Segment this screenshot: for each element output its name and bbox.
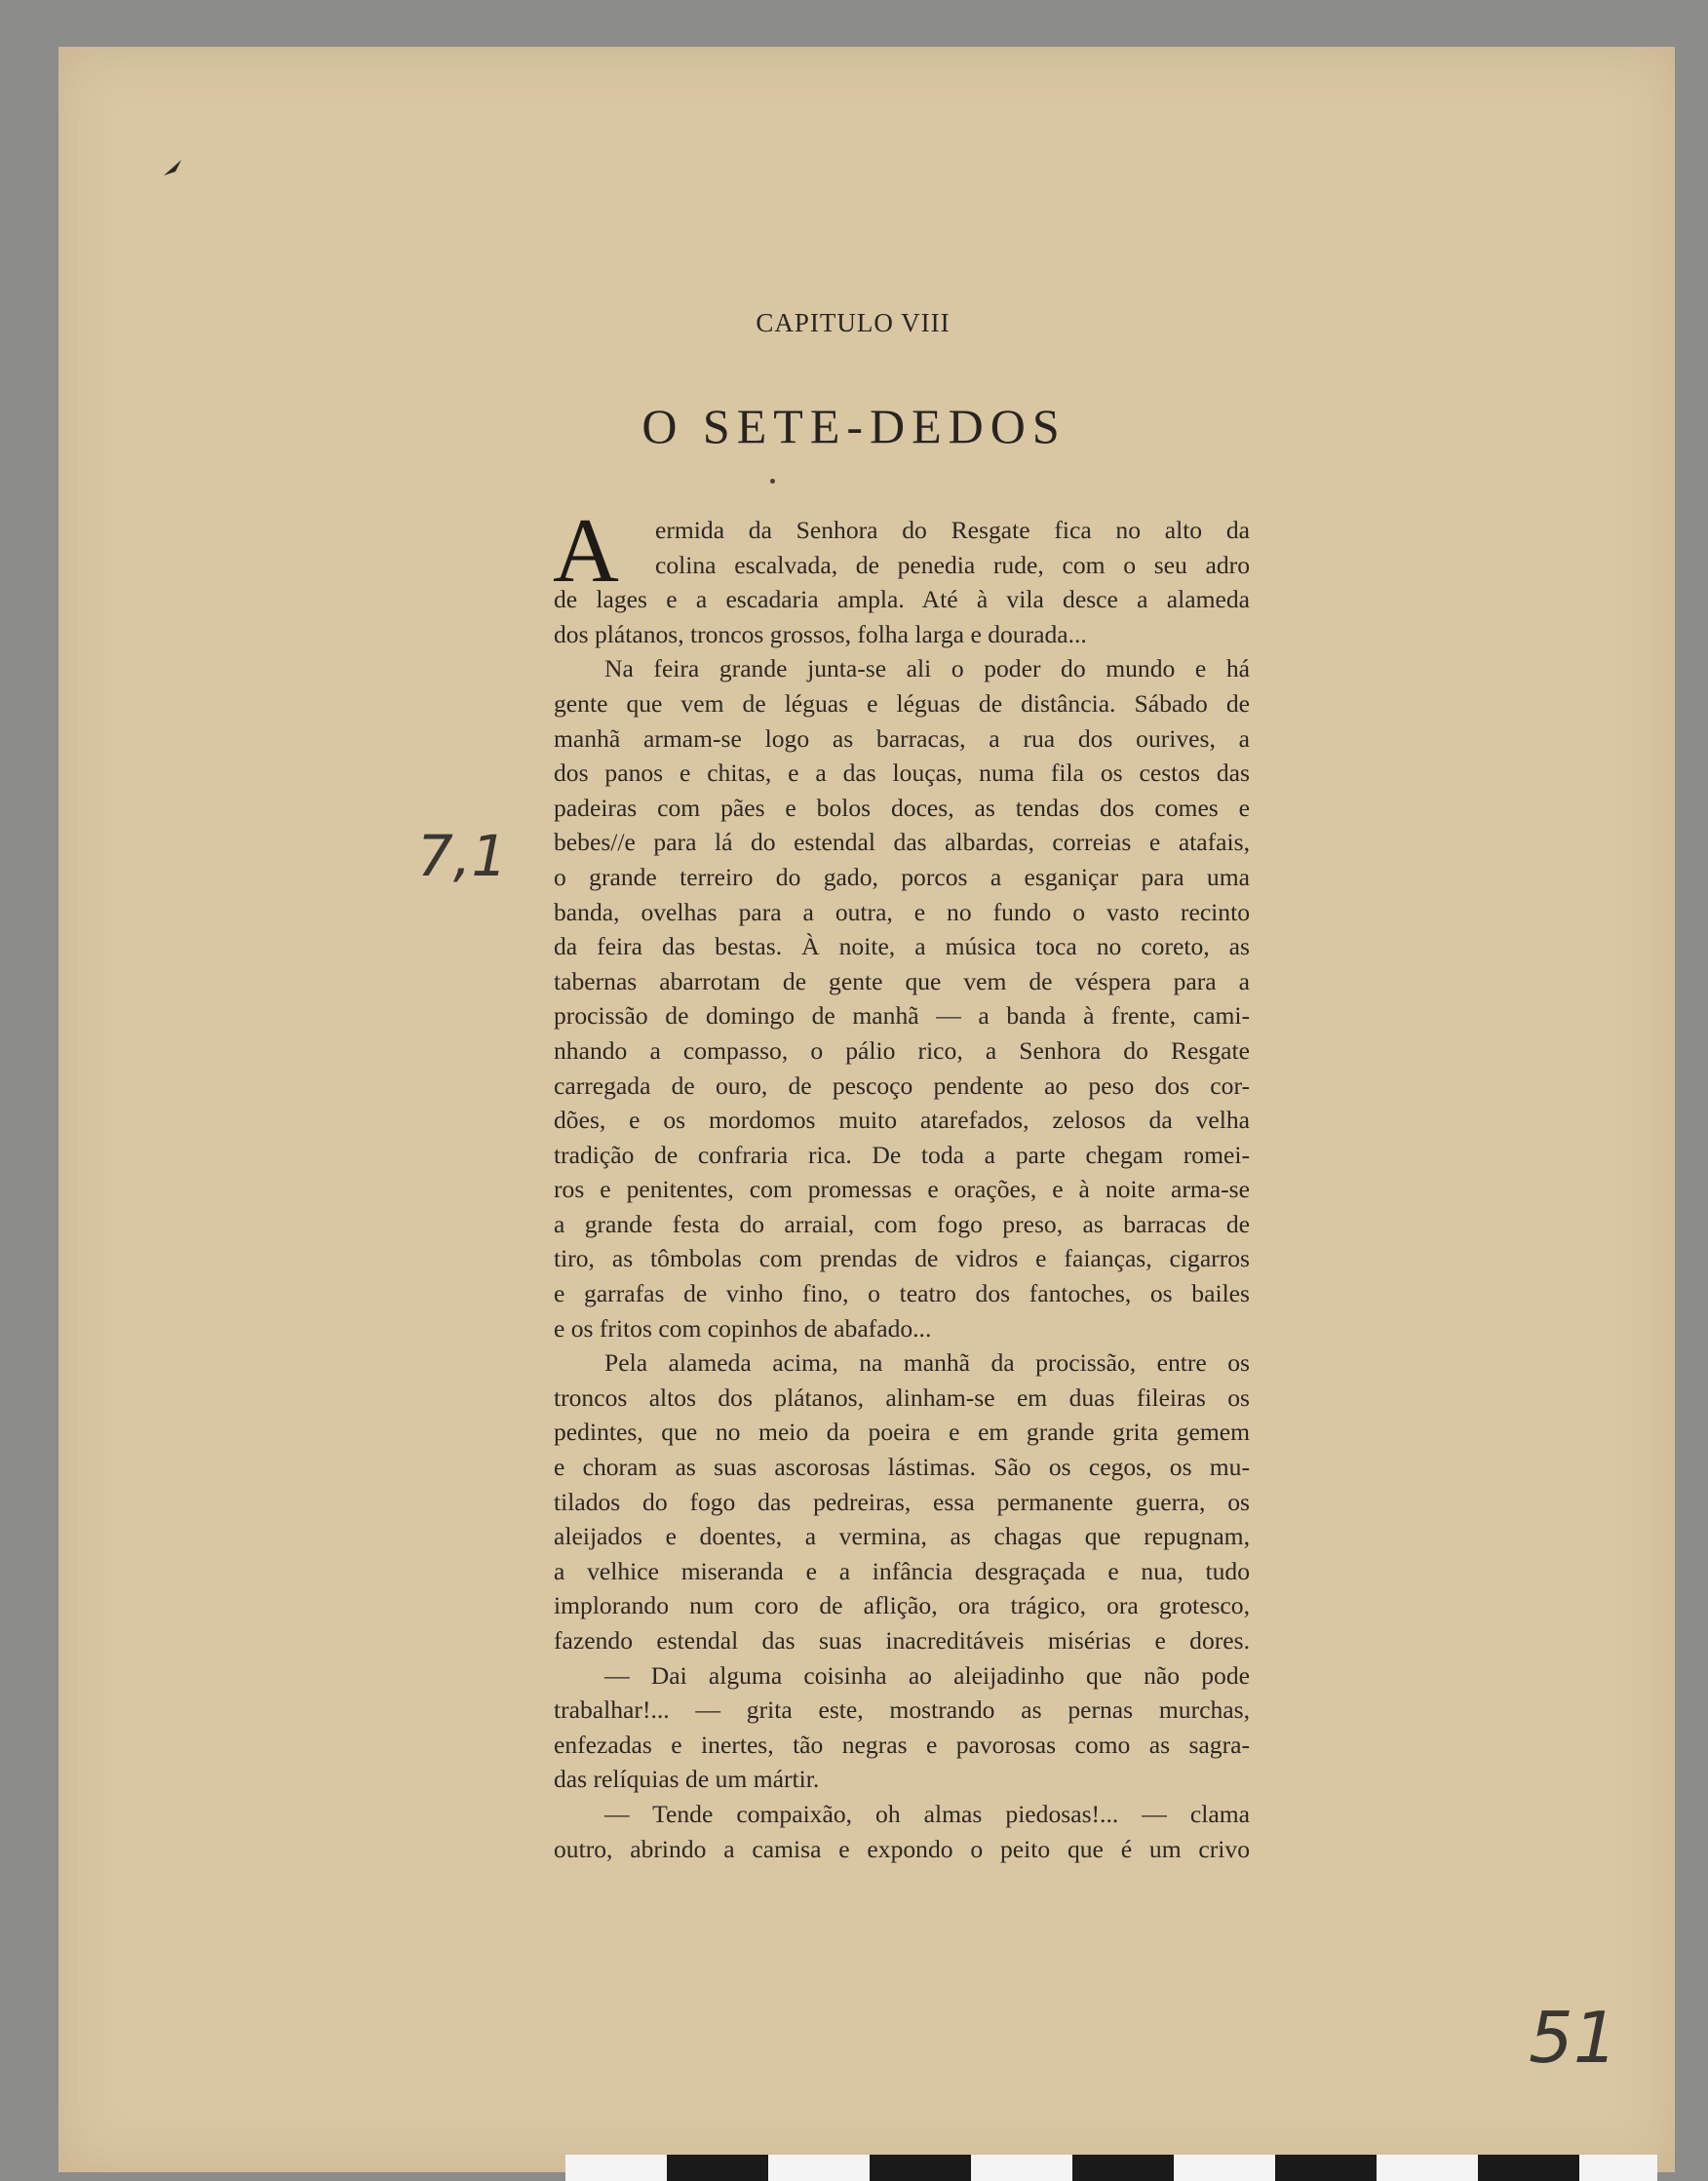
text-line: dos plátanos, troncos grossos, folha larga e dourada... — [554, 619, 1087, 648]
text-line: o grande terreiro do gado, porcos a esganiçar para uma — [554, 862, 1250, 891]
text-line: manhã armam-se logo as barracas, a rua dos ourives, a — [554, 723, 1250, 753]
text-line: tradição de confraria rica. De toda a parte chegam romei- — [554, 1140, 1250, 1169]
text-line: padeiras com pães e bolos doces, as tendas dos comes e — [554, 793, 1250, 822]
text-line: — Tende compaixão, oh almas piedosas!... — clama — [604, 1799, 1250, 1828]
text-line: da feira das bestas. À noite, a música toca no coreto, as — [554, 932, 1250, 961]
text-line: de lages e a escadaria ampla. Até à vila desce a alameda — [554, 585, 1250, 614]
pencil-mark — [162, 156, 185, 177]
text-line: das relíquias de um mártir. — [554, 1765, 820, 1794]
text-line: carregada de ouro, de pescoço pendente ao peso dos cor- — [554, 1071, 1250, 1100]
text-line: gente que vem de léguas e léguas de distância. Sábado de — [554, 688, 1250, 718]
text-line: tabernas abarrotam de gente que vem de véspera para a — [554, 966, 1250, 995]
handwritten-page-number: 51 — [1529, 1997, 1618, 2079]
text-line: troncos altos dos plátanos, alinham-se em duas fileiras os — [554, 1383, 1250, 1412]
text-line: tiro, as tômbolas com prendas de vidros e faianças, cigarros — [554, 1244, 1250, 1273]
text-line: enfezadas e inertes, tão negras e pavorosas como as sagra- — [554, 1730, 1250, 1759]
text-line: dões, e os mordomos muito atarefados, zelosos da velha — [554, 1106, 1250, 1135]
handwritten-margin-note: 7,1 — [417, 823, 508, 889]
text-line: outro, abrindo a camisa e expondo o peito que é um crivo — [554, 1834, 1250, 1863]
text-line: e garrafas de vinho fino, o teatro dos fantoches, os bailes — [554, 1279, 1250, 1308]
text-line: dos panos e chitas, e a das louças, numa fila os cestos das — [554, 759, 1250, 788]
drop-cap: A — [553, 500, 619, 602]
text-line: pedintes, que no meio da poeira e em grande grita gemem — [554, 1418, 1250, 1447]
text-line: Pela alameda acima, na manhã da procissão, entre os — [604, 1348, 1250, 1378]
chapter-title: O SETE-DEDOS — [641, 399, 1067, 453]
text-line: bebes//e para lá do estendal das albardas, correias e atafais, — [554, 828, 1250, 857]
text-line: e choram as suas ascorosas lástimas. São os cegos, os mu- — [554, 1453, 1250, 1482]
text-line: e os fritos com copinhos de abafado... — [554, 1313, 932, 1343]
text-line: procissão de domingo de manhã — a banda à frente, cami- — [554, 1001, 1250, 1031]
text-line: Na feira grande junta-se ali o poder do mundo e há — [604, 654, 1250, 683]
text-line: ermida da Senhora do Resgate fica no alto da — [655, 516, 1250, 544]
text-line: nhando a compasso, o pálio rico, a Senhora do Resgate — [554, 1035, 1250, 1065]
text-line: fazendo estendal das suas inacreditáveis misérias e dores. — [554, 1626, 1250, 1655]
scale-ruler — [565, 2155, 1657, 2181]
text-line: — Dai alguma coisinha ao aleijadinho que não pode — [604, 1660, 1250, 1690]
ornament-dot — [770, 479, 775, 484]
text-line: implorando num coro de aflição, ora trágico, ora grotesco, — [554, 1591, 1250, 1620]
text-line: colina escalvada, de penedia rude, com o seu adro — [655, 550, 1250, 579]
text-line: a velhice miseranda e a infância desgraçada e nua, tudo — [554, 1556, 1250, 1585]
body-text — [553, 500, 1250, 1866]
text-line: trabalhar!... — grita este, mostrando as pernas murchas, — [554, 1695, 1250, 1725]
text-line: a grande festa do arraial, com fogo preso, as barracas de — [554, 1209, 1250, 1238]
text-line: banda, ovelhas para a outra, e no fundo o vasto recinto — [554, 897, 1250, 926]
text-line: ros e penitentes, com promessas e orações, e à noite arma-se — [554, 1175, 1250, 1204]
text-line: tilados do fogo das pedreiras, essa permanente guerra, os — [554, 1487, 1250, 1516]
text-line: aleijados e doentes, a vermina, as chagas que repugnam, — [554, 1522, 1250, 1551]
chapter-heading: CAPITULO VIII — [756, 308, 951, 337]
